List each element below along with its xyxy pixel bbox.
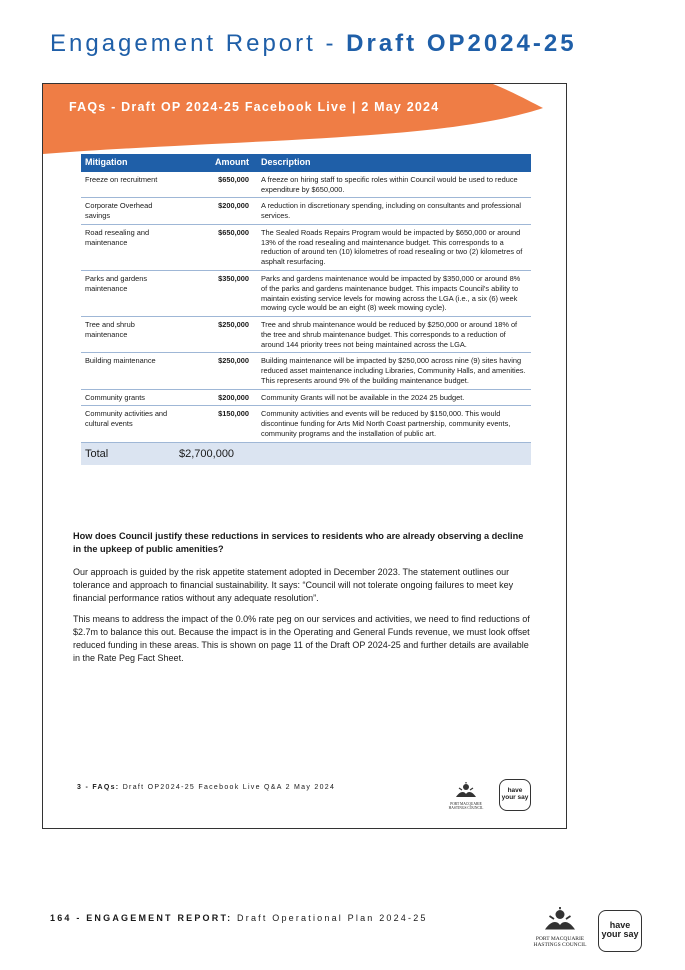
- row-description: Community Grants will not be available in the 2024 25 budget.: [257, 389, 531, 406]
- badge-line2: your say: [601, 929, 639, 940]
- banner-wave-shape: [43, 84, 567, 156]
- table-row: [81, 317, 531, 353]
- report-footer-label: ENGAGEMENT REPORT:: [86, 913, 233, 923]
- embedded-page-footer: 3 - FAQs: Draft OP2024-25 Facebook Live Q&A 2 May 2024: [77, 784, 336, 791]
- row-description: Tree and shrub maintenance would be reduced by $250,000 or around 18% of the tree and shrub maintenance budget. This corresponds to a reduction of around 144 priority trees not being maintained across the LGA.: [257, 317, 531, 353]
- header-description: Description: [257, 154, 531, 172]
- row-mitigation: Community grants: [81, 389, 177, 406]
- row-description: The Sealed Roads Repairs Program would be impacted by $650,000 or around 13% of the road resealing and maintenance budget. This corresponds to a reduction of around ten (10) kilometres of road resealing or two (2) kilometres of asphalt resurfacing.: [257, 224, 531, 270]
- row-mitigation: Building maintenance: [81, 353, 177, 389]
- row-amount: $650,000: [177, 224, 257, 270]
- have-your-say-badge-small: [499, 779, 531, 811]
- embedded-footer-label: FAQs:: [92, 784, 120, 791]
- banner-title: FAQs - Draft OP 2024-25 Facebook Live | 2 May 2024: [69, 100, 440, 114]
- row-mitigation: Corporate Overhead savings: [81, 198, 177, 225]
- table-header-row: [81, 154, 531, 172]
- row-description: Building maintenance will be impacted by $250,000 across nine (9) sites having reduced asset maintenance including Libraries, Community Halls, and amenities. This represents around 9% of the building maintenance budget.: [257, 353, 531, 389]
- report-footer: [50, 913, 428, 923]
- council-logo-line2: HASTINGS COUNCIL: [533, 942, 587, 949]
- row-amount: $350,000: [177, 271, 257, 317]
- row-description: Parks and gardens maintenance would be impacted by $350,000 or around 8% of the parks and gardens maintenance budget. This impacts Council's ability to maintain existing service levels for mowing across the LGA (i.e., a six (6) week mowing cycle would be an eight (8) week mowing cycle).: [257, 271, 531, 317]
- badge-line2: your say: [501, 793, 529, 801]
- report-title: [50, 30, 577, 58]
- faq-answer-paragraph: Our approach is guided by the risk appetite statement adopted in December 2023. The statement outlines our tolerance and approach to financial sustainability. It says: “Council will not tolerate ongoing failures to meet key financial performance ratios without any adequate resolution”.: [73, 567, 514, 603]
- table-row: [81, 224, 531, 270]
- report-title-prefix: Engagement Report -: [50, 30, 347, 57]
- embedded-faq-page: [42, 83, 567, 829]
- table-row: [81, 172, 531, 198]
- total-blank: [257, 442, 531, 465]
- table-row: [81, 198, 531, 225]
- row-description: Community activities and events will be reduced by $150,000. This would discontinue funding for Arts Mid North Coast partnership, community events, community programs and the installation of public art.: [257, 406, 531, 442]
- embedded-footer-text: Draft OP2024-25 Facebook Live Q&A 2 May 2024: [122, 784, 336, 791]
- mitigation-table: [81, 154, 531, 465]
- badge-line1: have: [609, 920, 631, 930]
- badge-line1: have: [507, 787, 523, 794]
- have-your-say-badge: [598, 910, 642, 952]
- row-description: A freeze on hiring staff to specific roles within Council would be used to reduce expenditure by $650,000.: [257, 172, 531, 198]
- row-amount: $250,000: [177, 353, 257, 389]
- faq-banner: [43, 84, 567, 156]
- faq-question: How does Council justify these reductions in services to residents who are already observing a decline in the upkeep of public amenities?: [73, 531, 524, 555]
- total-amount: $2,700,000: [177, 442, 257, 465]
- row-mitigation: Freeze on recruitment: [81, 172, 177, 198]
- report-footer-text: Draft Operational Plan 2024-25: [237, 913, 428, 923]
- council-logo: [530, 907, 590, 948]
- report-footer-page-number: 164: [50, 913, 72, 923]
- total-label: Total: [81, 442, 177, 465]
- row-mitigation: Tree and shrub maintenance: [81, 317, 177, 353]
- total-row: [81, 442, 531, 465]
- row-mitigation: Parks and gardens maintenance: [81, 271, 177, 317]
- council-logo-small: [441, 782, 491, 811]
- table-row: [81, 406, 531, 442]
- council-logo-line1: PORT MACQUARIE: [535, 936, 585, 942]
- header-mitigation: Mitigation: [81, 154, 177, 172]
- faq-section: [73, 530, 533, 673]
- faq-answer-paragraph: This means to address the impact of the 0.0% rate peg on our services and activities, we need to find reductions of $2.7m to balance this out. Because the impact is in the Operating and General Funds revenue, we must look offset reduced funding in these areas. This is shown on page 11 of the Draft OP 2024-25 and further details are available in the Rate Peg Fact Sheet.: [73, 614, 530, 663]
- report-title-strong: Draft OP2024-25: [346, 30, 577, 57]
- row-amount: $650,000: [177, 172, 257, 198]
- council-logo-line2: HASTINGS COUNCIL: [448, 805, 484, 810]
- row-description: A reduction in discretionary spending, including on consultants and professional services.: [257, 198, 531, 225]
- row-mitigation: Road resealing and maintenance: [81, 224, 177, 270]
- row-amount: $150,000: [177, 406, 257, 442]
- row-amount: $250,000: [177, 317, 257, 353]
- table-row: [81, 389, 531, 406]
- report-footer-sep: -: [71, 913, 87, 923]
- row-amount: $200,000: [177, 198, 257, 225]
- council-logo-icon: [540, 907, 580, 931]
- table-row: [81, 271, 531, 317]
- row-amount: $200,000: [177, 389, 257, 406]
- council-logo-line1: PORT MACQUARIE: [450, 802, 482, 806]
- council-logo-icon: [453, 782, 479, 798]
- table-row: [81, 353, 531, 389]
- header-amount: Amount: [177, 154, 257, 172]
- embedded-footer-page-number: 3: [77, 784, 83, 791]
- row-mitigation: Community activities and cultural events: [81, 406, 177, 442]
